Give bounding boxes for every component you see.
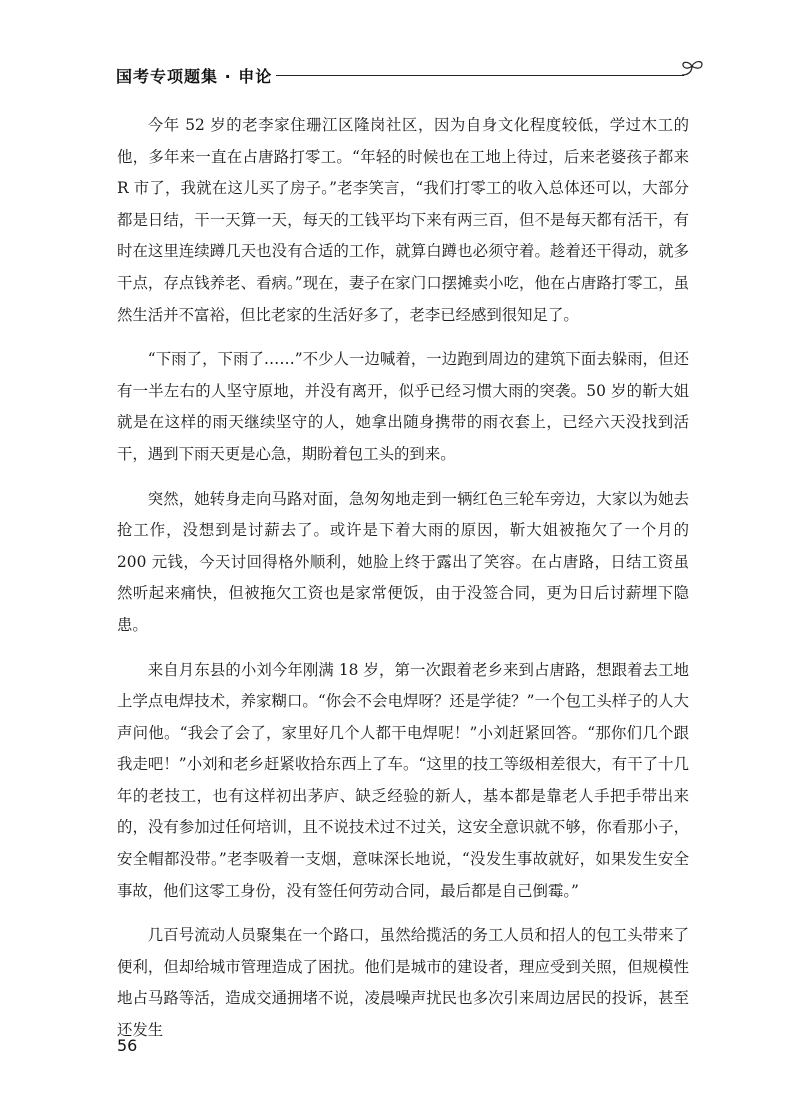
paragraph-1: 今年 52 岁的老李家住珊江区隆岗社区，因为自身文化程度较低，学过木工的他，多年来一直在占唐路打零工。“年轻的时候也在工地上待过，后来老婆孩子都来 R 市了，我就在这儿买了房子。”老李笑言，“我们打零工的收入总体还可以，大部分都是日结，干一天算一天，每天的工钱平均下来有两三百，但不是每天都有活干，有时在这里连续蹲几天也没有合适的工作，就算白蹲也必须守着。趁着还干得动，就多干点，存点钱养老、看病。”现在，妻子在家门口摆摊卖小吃，他在占唐路打零工，虽然生活并不富裕，但比老家的生活好多了，老李已经感到很知足了。 [117, 116, 689, 324]
paragraph-4: 来自月东县的小刘今年刚满 18 岁，第一次跟着老乡来到占唐路，想跟着去工地上学点电焊技术，养家糊口。“你会不会电焊呀？还是学徒？”一个包工头样子的人大声问他。“我会了会了，家里好几个人都干电焊呢！”小刘赶紧回答。“那你们几个跟我走吧！”小刘和老乡赶紧收拾东西上了车。“这里的技工等级相差很大，有干了十几年的老技工，也有这样初出茅庐、缺乏经验的新人，基本都是靠老人手把手带出来的，没有参加过任何培训，且不说技术过不过关，这安全意识就不够，你看那小子，安全帽都没带。”老李吸着一支烟，意味深长地说，“没发生事故就好，如果发生安全事故，他们这零工身份，没有签任何劳动合同，最后都是自己倒霉。” [117, 660, 689, 900]
header-title: 国考专项题集 · 申论 [116, 67, 273, 86]
page-number: 56 [117, 1036, 138, 1055]
header-rule [276, 75, 684, 76]
running-header [116, 58, 696, 92]
paragraph-5: 几百号流动人员聚集在一个路口，虽然给揽活的务工人员和招人的包工头带来了便利，但却给城市管理造成了困扰。他们是城市的建设者，理应受到关照，但规模性地占马路等活，造成交通拥堵不说，凌晨噪声扰民也多次引来周边居民的投诉，甚至还发生 [117, 926, 689, 1040]
paragraph-2: “下雨了，下雨了……”不少人一边喊着，一边跑到周边的建筑下面去躲雨，但还有一半左右的人坚守原地，并没有离开，似乎已经习惯大雨的突袭。50 岁的靳大姐就是在这样的雨天继续坚守的人，她拿出随身携带的雨衣套上，已经六天没找到活干，遇到下雨天更是心急，期盼着包工头的到来。 [117, 350, 689, 463]
sprout-icon [676, 58, 706, 84]
body-text [117, 110, 689, 1060]
paragraph-3: 突然，她转身走向马路对面，急匆匆地走到一辆红色三轮车旁边，大家以为她去抢工作，没想到是讨薪去了。或许是下着大雨的原因，靳大姐被拖欠了一个月的 200 元钱，今天讨回得格外顺利，她脸上终于露出了笑容。在占唐路，日结工资虽然听起来痛快，但被拖欠工资也是家常便饭，由于没签合同，更为日后讨薪埋下隐患。 [117, 489, 689, 634]
